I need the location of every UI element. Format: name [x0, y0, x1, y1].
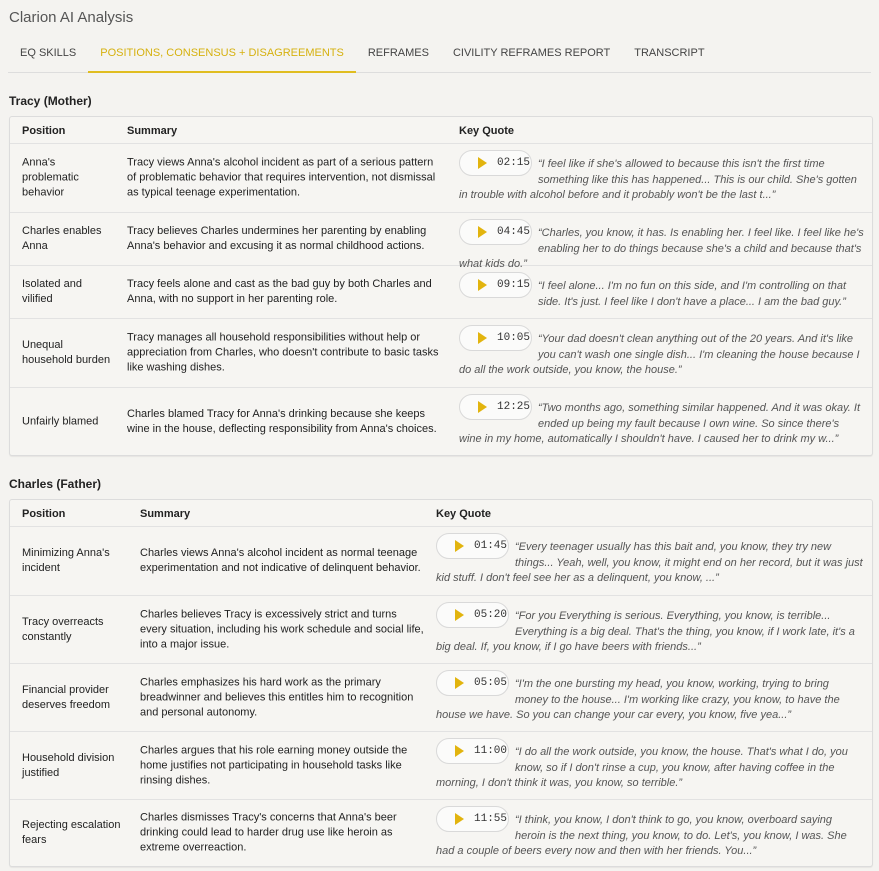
table-header	[10, 117, 872, 144]
table-row	[10, 527, 872, 596]
audio-play-button[interactable]	[436, 806, 509, 832]
play-icon	[478, 332, 487, 344]
tab-reframes[interactable]: REFRAMES	[367, 47, 429, 59]
table-row	[10, 596, 872, 664]
column-header-key-quote: Key Quote	[459, 125, 515, 137]
tab-eq-skills[interactable]: EQ SKILLS	[20, 47, 77, 59]
quote-text: “Charles, you know, it has. Is enabling her. I feel like. I feel like he's enabling her to do things because she's a child and because that's what kids do.”	[459, 227, 864, 270]
table-row	[10, 144, 872, 213]
position-cell: Financial provider deserves freedom	[22, 683, 111, 711]
play-icon	[455, 540, 464, 552]
positions-table-tracy	[9, 116, 873, 456]
position-cell: Unfairly blamed	[22, 415, 99, 427]
table-row	[10, 800, 872, 866]
play-icon	[478, 157, 487, 169]
key-quote-cell	[436, 600, 864, 656]
tab-positions-consensus-disagreements[interactable]: POSITIONS, CONSENSUS + DISAGREEMENTS	[88, 42, 356, 73]
key-quote-cell	[459, 148, 864, 204]
quote-text: “I think, you know, I don't think to go, you know, overboard saying heroin is the next thing, you know, to do. Let's, you know, I was. She had a couple of beers every now and then with her friends. You...”	[436, 814, 847, 857]
position-cell: Household division justified	[22, 751, 115, 779]
quote-text: “Your dad doesn't clean anything out of the 20 years. And it's like you can't wash one single dish... I'm cleaning the house because I do all the work outside, you know, the house.”	[459, 333, 860, 376]
summary-cell: Charles views Anna's alcohol incident as normal teenage experimentation and not indicative of delinquent behavior.	[140, 547, 421, 574]
table-row	[10, 388, 872, 455]
summary-cell: Tracy believes Charles undermines her parenting by enabling Anna's behavior and excusing it as normal childhood actions.	[127, 225, 427, 252]
play-icon	[455, 609, 464, 621]
audio-play-button[interactable]	[436, 670, 509, 696]
key-quote-cell	[459, 217, 864, 273]
timestamp: 09:15	[497, 278, 531, 291]
tab-transcript[interactable]: TRANSCRIPT	[634, 47, 705, 59]
table-row	[10, 213, 872, 270]
audio-play-button[interactable]	[436, 602, 509, 628]
quote-text: “I'm the one bursting my head, you know, working, trying to bring money to the house... I'm working like crazy, you know, to have the house we have. So you can change your car every, you know, five yea...”	[436, 678, 840, 721]
position-cell: Unequal household burden	[22, 339, 111, 366]
summary-cell: Charles blamed Tracy for Anna's drinking because she keeps wine in the house, deflecting responsibility from Anna's choices.	[127, 407, 437, 435]
column-header-key-quote: Key Quote	[436, 508, 492, 520]
play-icon	[478, 401, 487, 413]
app-title: Clarion AI Analysis	[9, 9, 134, 26]
timestamp: 05:20	[474, 608, 508, 621]
position-cell: Isolated and vilified	[22, 278, 82, 305]
timestamp: 11:00	[474, 744, 508, 757]
play-icon	[455, 677, 464, 689]
key-quote-cell	[436, 531, 864, 587]
summary-cell: Charles dismisses Tracy's concerns that Anna's beer drinking could lead to harder drug use like heroin as extreme overreaction.	[140, 811, 397, 854]
tab-bar	[8, 42, 871, 73]
timestamp: 12:25	[497, 400, 531, 413]
quote-text: “For you Everything is serious. Everything, you know, is terrible... Everything is a big deal. That's the thing, you know, if I work late, it's a big deal. If, you know, if I go have beers with friends...”	[436, 610, 855, 653]
position-cell: Charles enables Anna	[22, 225, 102, 252]
key-quote-cell	[436, 804, 864, 860]
tab-civility-reframes-report[interactable]: CIVILITY REFRAMES REPORT	[452, 47, 611, 59]
summary-cell: Tracy views Anna's alcohol incident as part of a serious pattern of problematic behavior that requires intervention, not dismissal as typical teenage experimentation.	[127, 156, 436, 199]
audio-play-button[interactable]	[436, 533, 509, 559]
position-cell: Anna's problematic behavior	[22, 156, 79, 199]
quote-text: “I feel alone... I'm no fun on this side, and I'm controlling on that side. It's just. I feel like I don't have a place... I am the bad guy.”	[538, 280, 847, 308]
column-header-summary: Summary	[127, 125, 178, 137]
table-row	[10, 319, 872, 388]
audio-play-button[interactable]	[436, 738, 509, 764]
table-row	[10, 266, 872, 319]
audio-play-button[interactable]	[459, 150, 532, 176]
timestamp: 02:15	[497, 156, 531, 169]
quote-text: “Every teenager usually has this bait and, you know, they try new things... Yeah, well, you know, it might end on her record, but it was just kid stuff. I don't feel see her as a delinquent, you know, ...”	[436, 541, 863, 584]
summary-cell: Charles believes Tracy is excessively strict and turns every situation, including his work schedule and social life, into a major issue.	[140, 608, 424, 650]
timestamp: 11:55	[474, 812, 508, 825]
audio-play-button[interactable]	[459, 272, 532, 298]
timestamp: 10:05	[497, 331, 531, 344]
key-quote-cell	[459, 270, 864, 310]
timestamp: 04:45	[497, 225, 531, 238]
position-cell: Minimizing Anna's incident	[22, 547, 110, 574]
summary-cell: Tracy manages all household responsibilities without help or appreciation from Charles, who doesn't contribute to basic tasks like washing dishes.	[127, 331, 439, 374]
positions-table-charles	[9, 499, 873, 867]
position-cell: Tracy overreacts constantly	[22, 615, 104, 643]
table-header	[10, 500, 872, 527]
summary-cell: Charles argues that his role earning money outside the home justifies not participating in household tasks like rinsing dishes.	[140, 744, 408, 786]
audio-play-button[interactable]	[459, 325, 532, 351]
quote-text: “Two months ago, something similar happened. And it was okay. It ended up being my fault because I own wine. So since there's wine in my home, automatically I shouldn't have. I caused her to drink my w...”	[459, 402, 861, 445]
position-cell: Rejecting escalation fears	[22, 819, 121, 846]
summary-cell: Charles emphasizes his hard work as the primary breadwinner and believes this entitles him to recognition and personal autonomy.	[140, 676, 414, 718]
play-icon	[478, 279, 487, 291]
quote-text: “I feel like if she's allowed to because this isn't the first time something like this has happened... This is our child. She's gotten in trouble with alcohol before and it probably won't be the last t...”	[459, 158, 857, 201]
timestamp: 01:45	[474, 539, 508, 552]
key-quote-cell	[436, 736, 864, 792]
column-header-position: Position	[22, 508, 66, 520]
column-header-position: Position	[22, 125, 66, 137]
section-title-charles: Charles (Father)	[9, 477, 102, 491]
table-row	[10, 732, 872, 800]
play-icon	[478, 226, 487, 238]
section-title-tracy: Tracy (Mother)	[9, 94, 92, 108]
audio-play-button[interactable]	[459, 219, 532, 245]
play-icon	[455, 745, 464, 757]
column-header-summary: Summary	[140, 508, 191, 520]
audio-play-button[interactable]	[459, 394, 532, 420]
table-row	[10, 664, 872, 732]
timestamp: 05:05	[474, 676, 508, 689]
key-quote-cell	[459, 323, 864, 379]
summary-cell: Tracy feels alone and cast as the bad guy by both Charles and Anna, with no support in her parenting role.	[127, 278, 432, 305]
key-quote-cell	[436, 668, 864, 724]
play-icon	[455, 813, 464, 825]
key-quote-cell	[459, 392, 864, 448]
quote-text: “I do all the work outside, you know, the house. That's what I do, you know, so if I don't rinse a cup, you know, after having coffee in the morning, I don't think it was, you know, so terrible.”	[436, 746, 848, 789]
